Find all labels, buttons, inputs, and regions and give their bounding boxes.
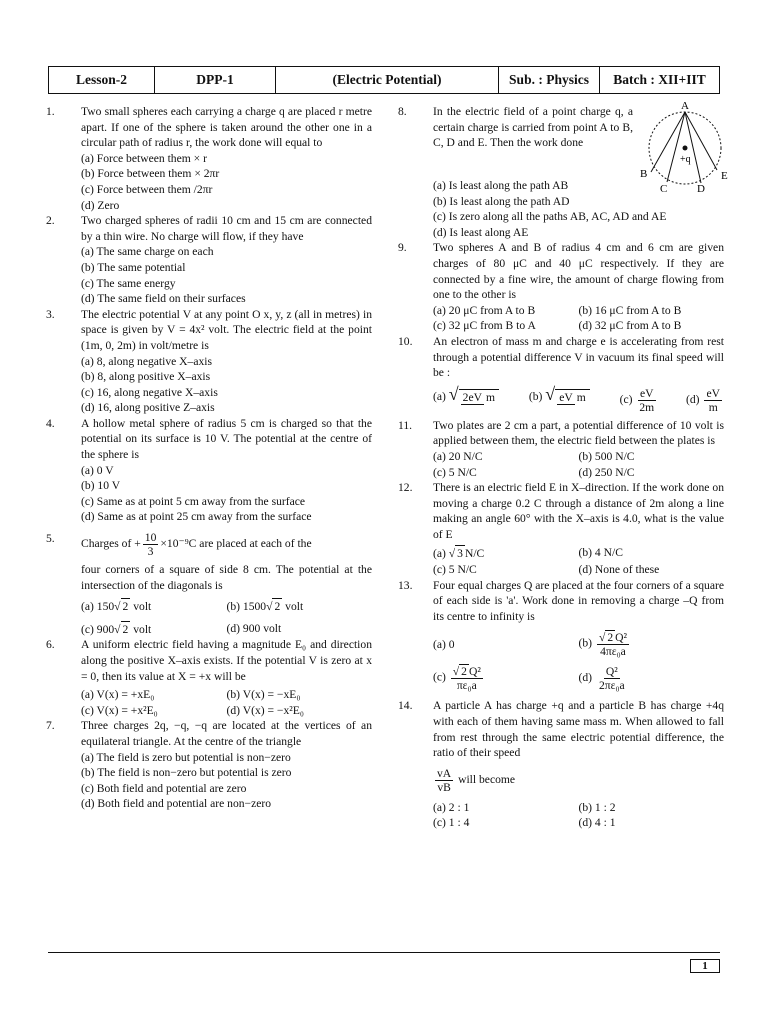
question-text: Three charges 2q, −q, −q are located at the vertices of an equilateral triangle. At the centre of the triangle — [81, 719, 372, 748]
right-column — [398, 100, 728, 831]
option-b: (b) 4 N/C — [578, 546, 623, 560]
option-label: (c) — [619, 392, 633, 406]
option-label: (b) — [578, 637, 593, 651]
option-b-text: (b) 1500 — [226, 600, 267, 614]
option-b — [579, 630, 725, 658]
option-a: (a) The same charge on each — [81, 245, 214, 259]
label-b: B — [640, 168, 648, 180]
question-12 — [398, 480, 724, 578]
question-text: A uniform electric field having a magnitude E₀ and direction along the positive X–axis exists. If the potential V is zero at x = 0, then its value at X = +x will be — [81, 638, 372, 683]
question-text: Four equal charges Q are placed at the four corners of a square of each side is 'a'. Work done in removing a charge –Q from its centre to infinity is — [433, 578, 724, 623]
option-b: (b) Force between them × 2πr — [81, 167, 220, 181]
question-number: 6. — [46, 638, 55, 652]
label-c: C — [660, 183, 668, 192]
option-a — [81, 598, 227, 615]
option-a: (a) Force between them × r — [81, 151, 207, 165]
question-text-continued: four corners of a square of side 8 cm. The potential at the intersection of the diagonals is — [81, 563, 372, 592]
option-a-unit: volt — [130, 600, 152, 614]
point-charge-dot — [683, 146, 688, 151]
question-7 — [46, 718, 372, 812]
option-b: (b) 16 μC from A to B — [578, 303, 682, 317]
option-d — [579, 665, 725, 692]
numerator: 2eV — [462, 390, 482, 404]
question-10 — [398, 334, 724, 418]
question-text: A hollow metal sphere of radius 5 cm is charged so that the potential on its surface is 10 V. The potential at the centre of the sphere is — [81, 416, 372, 462]
option-a: (a) 0 — [433, 637, 455, 651]
option-b-unit: volt — [282, 600, 304, 614]
header-table — [48, 66, 720, 94]
numerator: eV — [559, 390, 573, 404]
question-9 — [398, 240, 724, 334]
radicand: 2 — [274, 600, 281, 614]
numerator: 10 — [144, 531, 157, 545]
question-number: 2. — [46, 214, 55, 228]
sqrt-sign: √ — [545, 383, 556, 404]
ratio-text: will become — [458, 772, 516, 786]
option-b: (b) 500 N/C — [578, 449, 635, 463]
option-a: (a) V(x) = +xE₀ — [81, 688, 155, 702]
option-a-text: (a) 150 — [81, 600, 115, 614]
topic-cell: (Electric Potential) — [276, 67, 499, 93]
option-b: (b) 8, along positive X–axis — [81, 370, 211, 384]
option-d: (d) None of these — [578, 563, 660, 577]
option-a: (a) 20 μC from A to B — [433, 303, 536, 317]
denominator: 4πε₀a — [600, 645, 626, 659]
sqrt-sign: √ — [114, 622, 121, 636]
question-text: There is an electric field E in X–direction. If the work done on moving a charge 0.2 C through a distance of 2m along a line making an angle 60° with the X–axis is 4.0, what is the value of E — [433, 481, 724, 541]
footer-divider — [48, 952, 720, 953]
option-c — [620, 387, 659, 414]
option-a: (a) Is least along the path AB — [433, 179, 569, 192]
option-c: (c) 16, along negative X–axis — [81, 385, 218, 399]
option-c: (c) Both field and potential are zero — [81, 781, 247, 795]
option-a: (a) The field is zero but potential is non−zero — [81, 750, 291, 764]
question-8 — [398, 100, 728, 240]
question-text: The electric potential V at any point O x, y, z (all in metres) in space is given by V = 4x² volt. The electric field at the point (1m, 0, 2m) in volt/metre is — [81, 307, 372, 352]
lesson-cell: Lesson-2 — [49, 67, 155, 93]
option-d: (d) Zero — [81, 198, 120, 212]
option-d: (d) Same as at point 25 cm away from the surface — [81, 510, 312, 524]
label-charge: +q — [680, 154, 691, 165]
batch-cell: Batch : XII+IIT — [613, 72, 706, 87]
numerator: vA — [437, 766, 452, 780]
option-a — [433, 545, 579, 562]
option-d — [686, 387, 724, 414]
denominator: m — [708, 400, 718, 414]
option-a-text: (a) — [433, 547, 449, 561]
question-text: Two spheres A and B of radius 4 cm and 6 cm are given charges of 80 μC and 40 μC respectively. If they are connected by a fine wire, the amount of charge flowing from one to the other is — [433, 241, 724, 302]
option-b: (b) 10 V — [81, 479, 121, 493]
text-part: Charges of + — [81, 537, 141, 551]
option-b: (b) The field is non−zero but potential is zero — [81, 766, 292, 780]
option-a — [433, 383, 501, 414]
question-number: 12. — [398, 481, 413, 495]
question-number: 13. — [398, 578, 413, 592]
denominator: m — [576, 390, 586, 404]
denominator: πε₀a — [456, 679, 477, 693]
sqrt-sign: √ — [448, 547, 456, 561]
option-c: (c) Is zero along all the paths AB, AC, AD and AE — [433, 210, 667, 224]
question-3 — [46, 307, 372, 416]
option-c: (c) 32 μC from B to A — [433, 319, 536, 333]
option-a: (a) 0 V — [81, 463, 114, 477]
question-13 — [398, 578, 724, 693]
denominator: 2m — [639, 400, 655, 414]
dpp-cell: DPP-1 — [155, 67, 276, 93]
option-c: (c) The same energy — [81, 276, 176, 290]
radicand: 2 — [122, 622, 129, 636]
denominator: vB — [437, 780, 451, 794]
option-c — [433, 664, 579, 692]
option-a: (a) 8, along negative X–axis — [81, 354, 213, 368]
option-c: (c) 5 N/C — [433, 465, 477, 479]
question-number: 5. — [46, 532, 55, 546]
option-d: (d) The same field on their surfaces — [81, 292, 246, 306]
option-d: (d) Both field and potential are non−zero — [81, 797, 272, 811]
option-c — [81, 621, 227, 638]
option-d: (d) 250 N/C — [578, 465, 635, 479]
numerator: Q² — [615, 631, 627, 645]
option-d: (d) 32 μC from A to B — [578, 319, 682, 333]
question-text: Two small spheres each carrying a charge q are placed r metre apart. If one of the sphere is taken around the other one in a circular path of radius r, the work done will equal to — [81, 105, 372, 150]
radicand: 3 — [457, 547, 463, 561]
option-label: (a) — [433, 389, 446, 403]
option-label: (c) — [433, 671, 446, 685]
question-1 — [46, 104, 372, 213]
option-c-text: (c) 900 — [81, 622, 115, 636]
option-label: (d) — [686, 392, 700, 406]
option-c: (c) Same as at point 5 cm away from the surface — [81, 494, 306, 508]
question-number: 1. — [46, 105, 55, 118]
question-6 — [46, 637, 372, 718]
question-text: In the electric field of a point charge q, a certain charge is carried from point A to B, C, D and E. Then the work done — [433, 105, 633, 150]
option-d: (d) Is least along AE — [433, 225, 529, 239]
option-c-unit: volt — [130, 622, 152, 636]
option-b — [227, 598, 373, 615]
sqrt-sign: √ — [448, 383, 459, 404]
label-d: D — [697, 183, 705, 192]
question-2 — [46, 213, 372, 307]
option-d: (d) 900 volt — [226, 621, 282, 635]
option-c: (c) 1 : 4 — [433, 816, 470, 830]
question-number: 7. — [46, 719, 55, 733]
subject-cell: Sub. : Physics — [499, 67, 600, 93]
question-number: 4. — [46, 416, 55, 430]
question-number: 10. — [398, 334, 413, 348]
question-11 — [398, 418, 724, 480]
sqrt-sign: √ — [266, 600, 273, 614]
option-b — [528, 383, 592, 414]
question-4 — [46, 416, 372, 525]
left-column — [46, 104, 372, 812]
option-d: (d) 4 : 1 — [578, 816, 616, 830]
option-c: (c) V(x) = +x²E₀ — [81, 703, 158, 717]
sqrt-sign: √ — [114, 600, 121, 614]
option-d: (d) V(x) = −x²E₀ — [226, 703, 304, 717]
option-label: (b) — [528, 389, 543, 403]
denominator: 2πε₀a — [598, 678, 625, 692]
label-a: A — [681, 100, 689, 112]
option-d: (d) 16, along positive Z–axis — [81, 401, 215, 415]
path-ac — [667, 112, 685, 182]
option-b: (b) 1 : 2 — [578, 800, 616, 814]
question-number: 9. — [398, 241, 407, 255]
label-e: E — [721, 170, 728, 182]
option-a: (a) 2 : 1 — [433, 800, 470, 814]
sqrt-sign: √ — [598, 631, 606, 645]
option-b: (b) The same potential — [81, 260, 186, 274]
question-5 — [46, 531, 372, 637]
question-number: 3. — [46, 307, 55, 321]
question-text: Two plates are 2 cm a part, a potential difference of 10 volt is applied between them, the electric field between the plates is — [433, 418, 724, 448]
question-text: An electron of mass m and charge e is accelerating from rest through a potential difference V in vacuum its final speed will be : — [433, 334, 724, 380]
radicand: 2 — [122, 600, 129, 614]
numerator: eV — [640, 386, 654, 400]
numerator: Q² — [605, 664, 618, 678]
option-c: (c) 5 N/C — [433, 563, 477, 577]
page-number: 1 — [690, 959, 720, 973]
option-a: (a) 20 N/C — [433, 449, 483, 463]
question-text — [81, 531, 372, 558]
charge-circle-figure — [639, 100, 731, 192]
numerator: Q² — [468, 665, 481, 679]
denominator: m — [486, 390, 496, 404]
option-b: (b) V(x) = −xE₀ — [226, 688, 301, 702]
option-label: (d) — [578, 671, 593, 685]
question-14 — [398, 698, 724, 831]
numerator: eV — [706, 386, 720, 400]
radicand: 2 — [607, 631, 614, 645]
question-number: 11. — [398, 418, 413, 432]
option-b: (b) Is least along the path AD — [433, 194, 570, 208]
question-text: A particle A has charge +q and a particle B has charge +4q with each of them having same mass m. When allowed to fall from rest through the same electric potential difference, the ratio of their speed — [433, 699, 724, 760]
sqrt-sign: √ — [452, 665, 460, 679]
text-part: ×10⁻⁹C are placed at each of the — [160, 537, 312, 551]
denominator: 3 — [147, 545, 154, 559]
question-number: 8. — [398, 105, 407, 118]
radicand: 2 — [461, 665, 467, 679]
question-number: 14. — [398, 699, 413, 713]
option-a-unit: N/C — [464, 547, 485, 561]
question-text: Two charged spheres of radii 10 cm and 15 cm are connected by a thin wire. No charge will flow, if they have — [81, 214, 372, 243]
ratio-line — [433, 767, 724, 794]
option-c: (c) Force between them /2πr — [81, 182, 213, 196]
fraction — [143, 531, 159, 558]
